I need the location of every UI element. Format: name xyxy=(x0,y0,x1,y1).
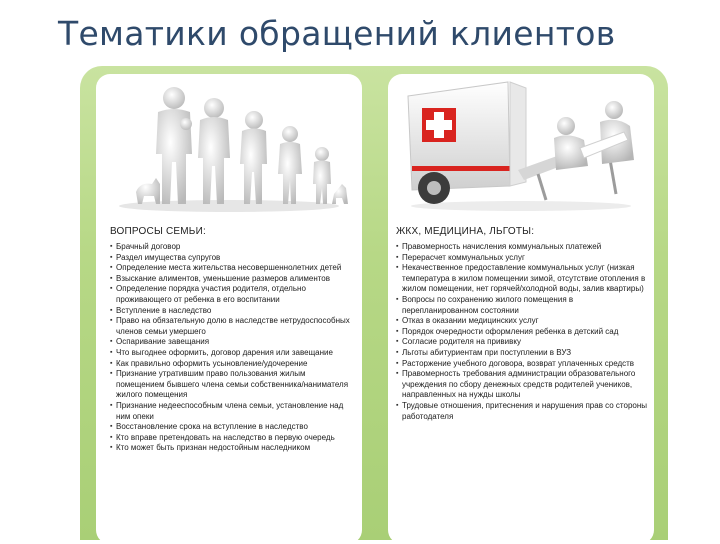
list-item: ▪ Отказ в оказании медицинских услуг xyxy=(396,316,648,327)
family-topics-card xyxy=(96,74,362,544)
housing-medicine-benefits-card xyxy=(388,74,654,544)
list-item: ▪ Правомерность требования администрации образовательного учреждения по сбору денежных средств родителей учеников, направленных на нужды школы xyxy=(396,369,648,401)
list-item: ▪ Оспаривание завещания xyxy=(110,337,352,348)
list-item: ▪ Кто вправе претендовать на наследство в первую очередь xyxy=(110,433,352,444)
list-item: ▪ Раздел имущества супругов xyxy=(110,253,352,264)
housing-medicine-benefits-list xyxy=(396,242,648,422)
list-item: ▪ Некачественное предоставление коммунальных услуг (низкая температура в жилом помещении зимой, отсутствие отопления в жилом помещении, нет горячей/холодной воды, залив квартиры) xyxy=(396,263,648,295)
list-item: ▪ Вопросы по сохранению жилого помещения в перепланированном состоянии xyxy=(396,295,648,316)
list-item: ▪ Перерасчет коммунальных услуг xyxy=(396,253,648,264)
list-item: ▪ Как правильно оформить усыновление/удочерение xyxy=(110,359,352,370)
list-item: ▪ Что выгоднее оформить, договор дарения или завещание xyxy=(110,348,352,359)
list-item: ▪ Восстановление срока на вступление в наследство xyxy=(110,422,352,433)
housing-medicine-benefits-heading: ЖКХ, МЕДИЦИНА, ЛЬГОТЫ: xyxy=(396,226,535,237)
list-item: ▪ Льготы абитуриентам при поступлении в ВУЗ xyxy=(396,348,648,359)
family-topics-list xyxy=(110,242,352,454)
list-item: ▪ Признание недееспособным члена семьи, установление над ним опеки xyxy=(110,401,352,422)
list-item: ▪ Брачный договор xyxy=(110,242,352,253)
list-item: ▪ Взыскание алиментов, уменьшение размеров алиментов xyxy=(110,274,352,285)
list-item: ▪ Правомерность начисления коммунальных платежей xyxy=(396,242,648,253)
list-item: ▪ Определение места жительства несовершеннолетних детей xyxy=(110,263,352,274)
list-item: ▪ Расторжение учебного договора, возврат уплаченных средств xyxy=(396,359,648,370)
list-item: ▪ Трудовые отношения, притеснения и нарушения прав со стороны работодателя xyxy=(396,401,648,422)
list-item: ▪ Согласие родителя на прививку xyxy=(396,337,648,348)
list-item: ▪ Право на обязательную долю в наследстве нетрудоспособных членов семьи умершего xyxy=(110,316,352,337)
list-item: ▪ Вступление в наследство xyxy=(110,306,352,317)
page-title: Тематики обращений клиентов xyxy=(58,14,616,53)
family-icon xyxy=(96,74,362,214)
family-topics-heading: ВОПРОСЫ СЕМЬИ: xyxy=(110,226,206,237)
ambulance-icon xyxy=(388,74,654,214)
list-item: ▪ Определение порядка участия родителя, отдельно проживающего от ребенка в его воспитании xyxy=(110,284,352,305)
list-item: ▪ Признание утратившим право пользования жилым помещением бывшего члена семьи собственника/нанимателя жилого помещения xyxy=(110,369,352,401)
list-item: ▪ Порядок очередности оформления ребенка в детский сад xyxy=(396,327,648,338)
list-item: ▪ Кто может быть признан недостойным наследником xyxy=(110,443,352,454)
